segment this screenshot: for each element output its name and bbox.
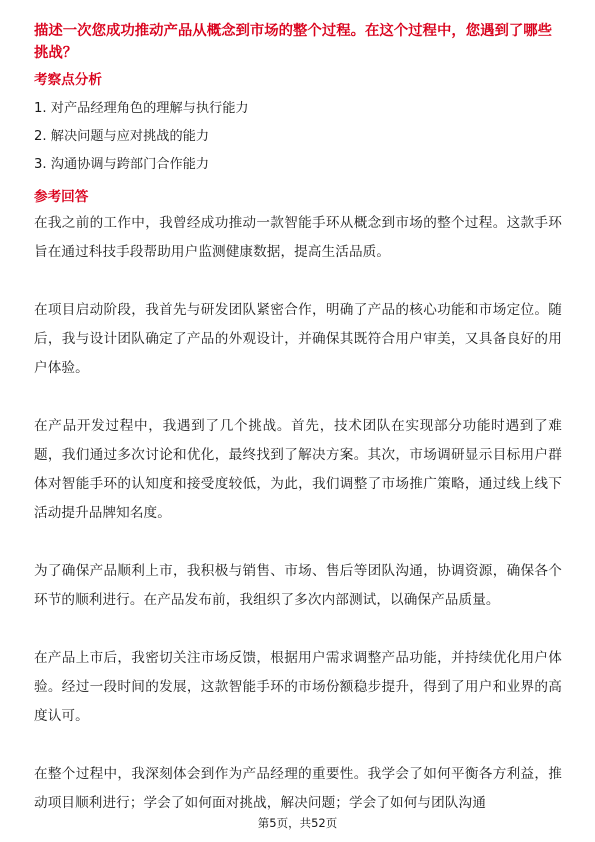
- answer-paragraph: 在项目启动阶段，我首先与研发团队紧密合作，明确了产品的核心功能和市场定位。随后，我与设计团队确定了产品的外观设计，并确保其既符合用户审美，又具备良好的用户体验。: [34, 302, 562, 376]
- analysis-point: 3. 沟通协调与跨部门合作能力: [34, 157, 210, 172]
- analysis-heading: 考察点分析: [34, 72, 102, 88]
- answer-paragraph: 为了确保产品顺利上市，我积极与销售、市场、售后等团队沟通，协调资源，确保各个环节的顺利进行。在产品发布前，我组织了多次内部测试，以确保产品质量。: [34, 563, 562, 608]
- answer-paragraph: 在我之前的工作中，我曾经成功推动一款智能手环从概念到市场的整个过程。这款手环旨在通过科技手段帮助用户监测健康数据，提高生活品质。: [34, 215, 562, 260]
- answer-paragraph: 在产品开发过程中，我遇到了几个挑战。首先，技术团队在实现部分功能时遇到了难题，我们通过多次讨论和优化，最终找到了解决方案。其次，市场调研显示目标用户群体对智能手环的认知度和接受度较低，为此，我们调整了市场推广策略，通过线上线下活动提升品牌知名度。: [34, 418, 562, 521]
- analysis-point: 2. 解决问题与应对挑战的能力: [34, 129, 210, 144]
- answer-paragraph: 在整个过程中，我深刻体会到作为产品经理的重要性。我学会了如何平衡各方利益，推动项目顺利进行；学会了如何面对挑战，解决问题；学会了如何与团队沟通: [34, 766, 562, 811]
- analysis-points: [34, 100, 562, 174]
- question-title: 描述一次您成功推动产品从概念到市场的整个过程。在这个过程中，您遇到了哪些挑战？: [34, 23, 553, 61]
- answer-body: [34, 209, 562, 818]
- answer-paragraph: 在产品上市后，我密切关注市场反馈，根据用户需求调整产品功能，并持续优化用户体验。经过一段时间的发展，这款智能手环的市场份额稳步提升，得到了用户和业界的高度认可。: [34, 650, 562, 724]
- analysis-point: 1. 对产品经理角色的理解与执行能力: [34, 101, 249, 116]
- document-page: [34, 20, 562, 818]
- page-footer: 第5页，共52页: [257, 816, 338, 830]
- answer-heading: 参考回答: [34, 189, 89, 205]
